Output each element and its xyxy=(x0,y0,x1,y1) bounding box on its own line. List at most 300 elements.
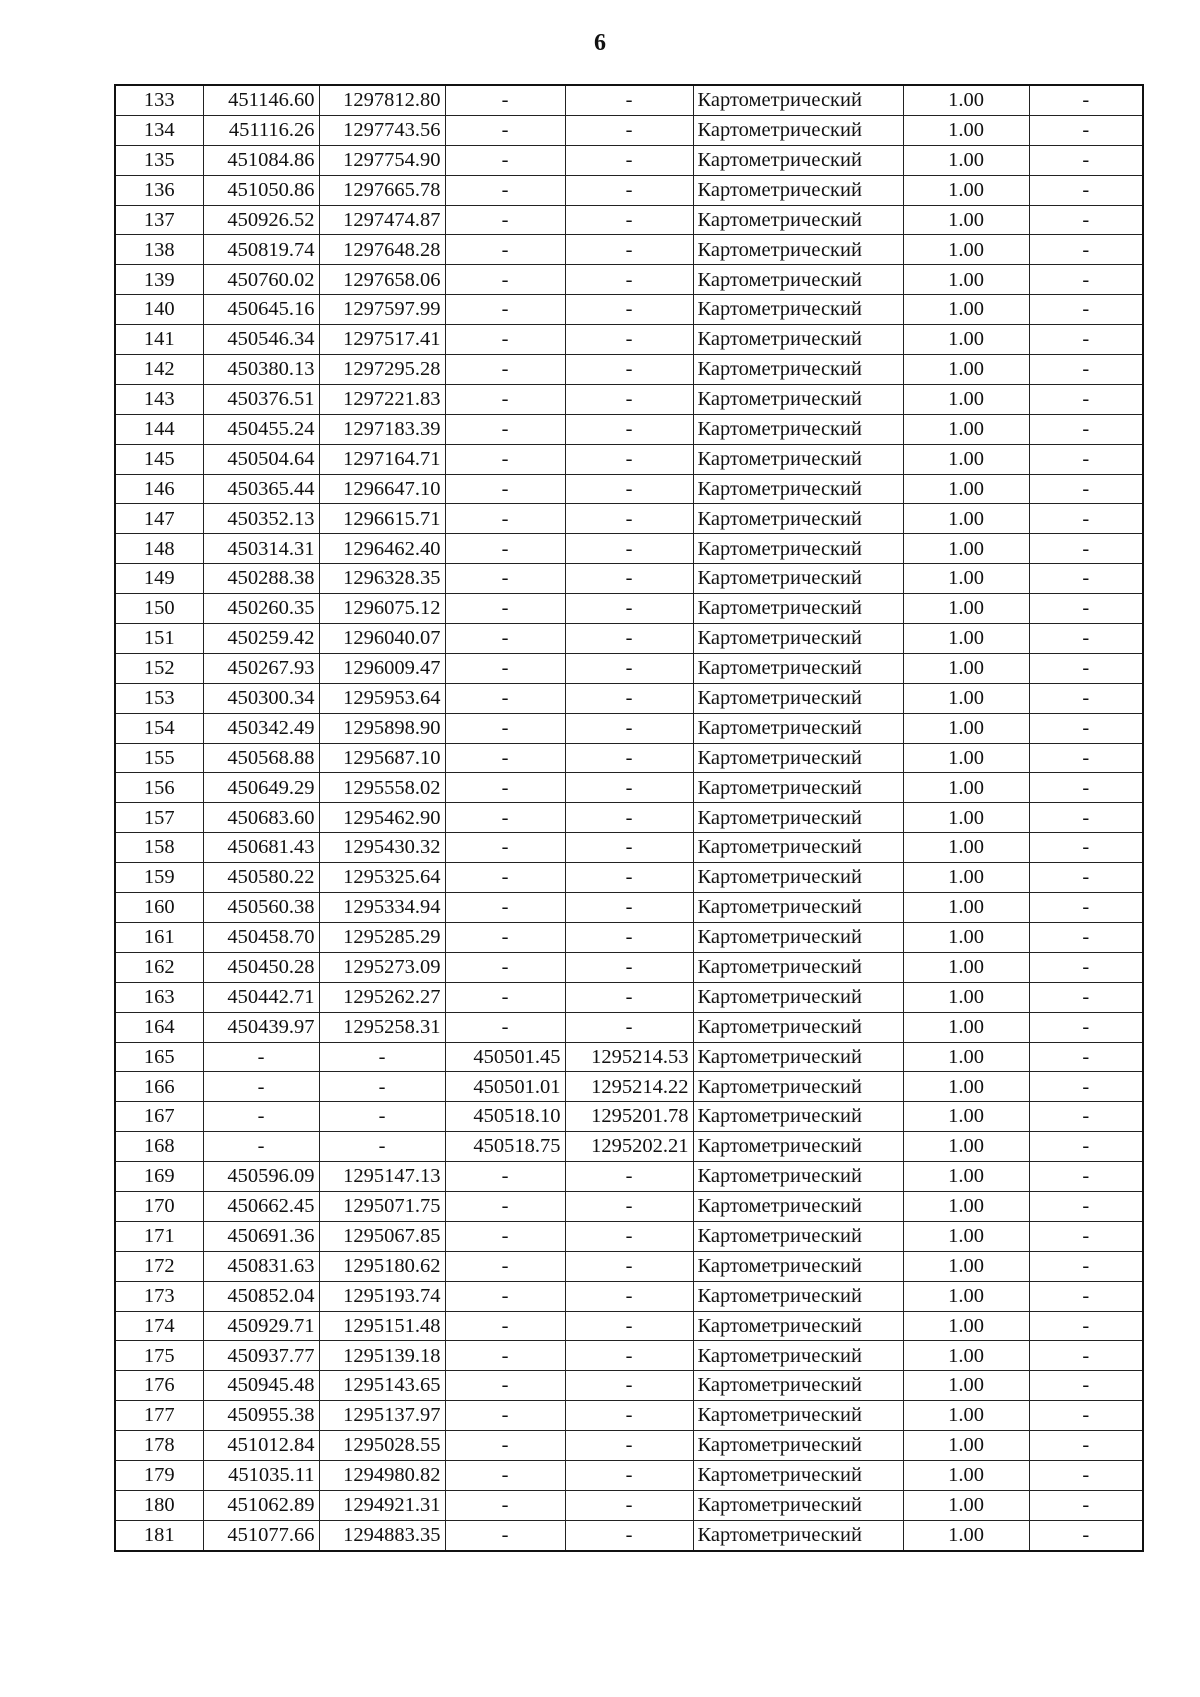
y-new-cell: - xyxy=(565,713,693,743)
x-new-cell: - xyxy=(445,444,565,474)
table-row xyxy=(115,265,1143,295)
y-new-cell: - xyxy=(565,564,693,594)
y-new-cell: 1295202.21 xyxy=(565,1132,693,1162)
description-cell: - xyxy=(1029,1191,1143,1221)
description-cell: - xyxy=(1029,1371,1143,1401)
method-cell: Картометрический xyxy=(693,1401,903,1431)
method-cell: Картометрический xyxy=(693,325,903,355)
accuracy-cell: 1.00 xyxy=(903,504,1029,534)
x-existing-cell: 450352.13 xyxy=(203,504,319,534)
table-row xyxy=(115,1072,1143,1102)
table-row xyxy=(115,833,1143,863)
x-new-cell: 450501.45 xyxy=(445,1042,565,1072)
x-existing-cell: 450681.43 xyxy=(203,833,319,863)
y-new-cell: - xyxy=(565,265,693,295)
x-new-cell: - xyxy=(445,504,565,534)
x-new-cell: - xyxy=(445,863,565,893)
table-row xyxy=(115,564,1143,594)
table-row xyxy=(115,474,1143,504)
description-cell: - xyxy=(1029,145,1143,175)
point-number-cell: 159 xyxy=(115,863,203,893)
coordinates-table xyxy=(114,84,1144,1552)
accuracy-cell: 1.00 xyxy=(903,1520,1029,1550)
point-number-cell: 155 xyxy=(115,743,203,773)
description-cell: - xyxy=(1029,325,1143,355)
x-existing-cell: 450300.34 xyxy=(203,683,319,713)
point-number-cell: 181 xyxy=(115,1520,203,1550)
point-number-cell: 178 xyxy=(115,1431,203,1461)
table-row xyxy=(115,624,1143,654)
y-existing-cell: 1296462.40 xyxy=(319,534,445,564)
point-number-cell: 165 xyxy=(115,1042,203,1072)
y-existing-cell: 1297517.41 xyxy=(319,325,445,355)
point-number-cell: 140 xyxy=(115,295,203,325)
accuracy-cell: 1.00 xyxy=(903,414,1029,444)
x-existing-cell: 450365.44 xyxy=(203,474,319,504)
point-number-cell: 172 xyxy=(115,1251,203,1281)
method-cell: Картометрический xyxy=(693,952,903,982)
point-number-cell: 174 xyxy=(115,1311,203,1341)
y-new-cell: - xyxy=(565,1162,693,1192)
point-number-cell: 171 xyxy=(115,1221,203,1251)
table-row xyxy=(115,1431,1143,1461)
y-new-cell: - xyxy=(565,414,693,444)
table-row xyxy=(115,1191,1143,1221)
description-cell: - xyxy=(1029,384,1143,414)
point-number-cell: 139 xyxy=(115,265,203,295)
x-new-cell: - xyxy=(445,713,565,743)
point-number-cell: 163 xyxy=(115,982,203,1012)
x-existing-cell: 450450.28 xyxy=(203,952,319,982)
y-new-cell: - xyxy=(565,1520,693,1550)
table-row xyxy=(115,1251,1143,1281)
y-existing-cell: 1297221.83 xyxy=(319,384,445,414)
x-existing-cell: 450314.31 xyxy=(203,534,319,564)
y-new-cell: - xyxy=(565,474,693,504)
method-cell: Картометрический xyxy=(693,295,903,325)
accuracy-cell: 1.00 xyxy=(903,1042,1029,1072)
table-row xyxy=(115,534,1143,564)
accuracy-cell: 1.00 xyxy=(903,713,1029,743)
x-new-cell: - xyxy=(445,893,565,923)
accuracy-cell: 1.00 xyxy=(903,1221,1029,1251)
description-cell: - xyxy=(1029,295,1143,325)
method-cell: Картометрический xyxy=(693,1460,903,1490)
y-existing-cell: 1295139.18 xyxy=(319,1341,445,1371)
accuracy-cell: 1.00 xyxy=(903,355,1029,385)
x-existing-cell: 450649.29 xyxy=(203,773,319,803)
description-cell: - xyxy=(1029,1042,1143,1072)
x-new-cell: - xyxy=(445,1191,565,1221)
description-cell: - xyxy=(1029,1162,1143,1192)
point-number-cell: 175 xyxy=(115,1341,203,1371)
point-number-cell: 176 xyxy=(115,1371,203,1401)
x-existing-cell: 451116.26 xyxy=(203,115,319,145)
x-existing-cell: - xyxy=(203,1132,319,1162)
table-row xyxy=(115,1371,1143,1401)
point-number-cell: 138 xyxy=(115,235,203,265)
point-number-cell: 153 xyxy=(115,683,203,713)
x-new-cell: - xyxy=(445,115,565,145)
accuracy-cell: 1.00 xyxy=(903,1102,1029,1132)
table-row xyxy=(115,683,1143,713)
x-existing-cell: 451035.11 xyxy=(203,1460,319,1490)
y-new-cell: - xyxy=(565,683,693,713)
y-new-cell: 1295214.22 xyxy=(565,1072,693,1102)
x-new-cell: - xyxy=(445,653,565,683)
y-existing-cell: 1295258.31 xyxy=(319,1012,445,1042)
accuracy-cell: 1.00 xyxy=(903,653,1029,683)
description-cell: - xyxy=(1029,863,1143,893)
x-existing-cell: - xyxy=(203,1102,319,1132)
description-cell: - xyxy=(1029,205,1143,235)
x-new-cell: - xyxy=(445,145,565,175)
x-existing-cell: 450662.45 xyxy=(203,1191,319,1221)
x-existing-cell: 450691.36 xyxy=(203,1221,319,1251)
description-cell: - xyxy=(1029,952,1143,982)
y-existing-cell: 1295558.02 xyxy=(319,773,445,803)
table-row xyxy=(115,115,1143,145)
accuracy-cell: 1.00 xyxy=(903,922,1029,952)
x-existing-cell: 450288.38 xyxy=(203,564,319,594)
accuracy-cell: 1.00 xyxy=(903,1401,1029,1431)
x-existing-cell: 450831.63 xyxy=(203,1251,319,1281)
x-existing-cell: 450342.49 xyxy=(203,713,319,743)
x-existing-cell: 450926.52 xyxy=(203,205,319,235)
x-existing-cell: 450380.13 xyxy=(203,355,319,385)
y-new-cell: - xyxy=(565,1311,693,1341)
table-row xyxy=(115,1012,1143,1042)
y-existing-cell: 1295953.64 xyxy=(319,683,445,713)
method-cell: Картометрический xyxy=(693,833,903,863)
y-existing-cell: 1294883.35 xyxy=(319,1520,445,1550)
description-cell: - xyxy=(1029,474,1143,504)
x-new-cell: - xyxy=(445,1012,565,1042)
accuracy-cell: 1.00 xyxy=(903,1431,1029,1461)
y-existing-cell: 1297648.28 xyxy=(319,235,445,265)
method-cell: Картометрический xyxy=(693,175,903,205)
y-existing-cell: 1295028.55 xyxy=(319,1431,445,1461)
x-new-cell: - xyxy=(445,952,565,982)
description-cell: - xyxy=(1029,1072,1143,1102)
method-cell: Картометрический xyxy=(693,564,903,594)
point-number-cell: 137 xyxy=(115,205,203,235)
accuracy-cell: 1.00 xyxy=(903,1072,1029,1102)
accuracy-cell: 1.00 xyxy=(903,1191,1029,1221)
x-existing-cell: - xyxy=(203,1072,319,1102)
method-cell: Картометрический xyxy=(693,594,903,624)
description-cell: - xyxy=(1029,594,1143,624)
y-existing-cell: 1295143.65 xyxy=(319,1371,445,1401)
accuracy-cell: 1.00 xyxy=(903,594,1029,624)
y-existing-cell: 1297665.78 xyxy=(319,175,445,205)
y-existing-cell: 1295137.97 xyxy=(319,1401,445,1431)
x-existing-cell: 450455.24 xyxy=(203,414,319,444)
accuracy-cell: 1.00 xyxy=(903,1341,1029,1371)
x-existing-cell: 450760.02 xyxy=(203,265,319,295)
y-new-cell: 1295214.53 xyxy=(565,1042,693,1072)
y-new-cell: - xyxy=(565,1281,693,1311)
method-cell: Картометрический xyxy=(693,1251,903,1281)
method-cell: Картометрический xyxy=(693,355,903,385)
table-row xyxy=(115,1132,1143,1162)
method-cell: Картометрический xyxy=(693,863,903,893)
point-number-cell: 149 xyxy=(115,564,203,594)
y-existing-cell: 1295285.29 xyxy=(319,922,445,952)
point-number-cell: 169 xyxy=(115,1162,203,1192)
point-number-cell: 148 xyxy=(115,534,203,564)
table-row xyxy=(115,355,1143,385)
description-cell: - xyxy=(1029,1311,1143,1341)
x-new-cell: 450501.01 xyxy=(445,1072,565,1102)
y-existing-cell: 1295325.64 xyxy=(319,863,445,893)
y-new-cell: - xyxy=(565,773,693,803)
x-new-cell: - xyxy=(445,384,565,414)
method-cell: Картометрический xyxy=(693,235,903,265)
x-new-cell: - xyxy=(445,414,565,444)
y-new-cell: - xyxy=(565,743,693,773)
y-new-cell: - xyxy=(565,1251,693,1281)
x-new-cell: - xyxy=(445,534,565,564)
table-row xyxy=(115,444,1143,474)
y-new-cell: - xyxy=(565,175,693,205)
description-cell: - xyxy=(1029,414,1143,444)
y-new-cell: - xyxy=(565,325,693,355)
method-cell: Картометрический xyxy=(693,205,903,235)
description-cell: - xyxy=(1029,1132,1143,1162)
method-cell: Картометрический xyxy=(693,1431,903,1461)
table-row xyxy=(115,414,1143,444)
x-new-cell: - xyxy=(445,743,565,773)
y-new-cell: - xyxy=(565,1401,693,1431)
method-cell: Картометрический xyxy=(693,653,903,683)
description-cell: - xyxy=(1029,1281,1143,1311)
y-existing-cell: 1297164.71 xyxy=(319,444,445,474)
y-existing-cell: 1295151.48 xyxy=(319,1311,445,1341)
accuracy-cell: 1.00 xyxy=(903,205,1029,235)
method-cell: Картометрический xyxy=(693,1490,903,1520)
accuracy-cell: 1.00 xyxy=(903,1012,1029,1042)
x-new-cell: - xyxy=(445,683,565,713)
method-cell: Картометрический xyxy=(693,683,903,713)
accuracy-cell: 1.00 xyxy=(903,474,1029,504)
y-new-cell: - xyxy=(565,235,693,265)
accuracy-cell: 1.00 xyxy=(903,1251,1029,1281)
x-new-cell: - xyxy=(445,922,565,952)
description-cell: - xyxy=(1029,265,1143,295)
table-row xyxy=(115,1102,1143,1132)
method-cell: Картометрический xyxy=(693,1281,903,1311)
table-row xyxy=(115,1341,1143,1371)
point-number-cell: 168 xyxy=(115,1132,203,1162)
point-number-cell: 161 xyxy=(115,922,203,952)
y-new-cell: - xyxy=(565,1221,693,1251)
point-number-cell: 147 xyxy=(115,504,203,534)
accuracy-cell: 1.00 xyxy=(903,803,1029,833)
y-existing-cell: 1297658.06 xyxy=(319,265,445,295)
description-cell: - xyxy=(1029,1221,1143,1251)
y-existing-cell: 1295430.32 xyxy=(319,833,445,863)
description-cell: - xyxy=(1029,653,1143,683)
table-row xyxy=(115,1311,1143,1341)
point-number-cell: 143 xyxy=(115,384,203,414)
point-number-cell: 145 xyxy=(115,444,203,474)
table-row xyxy=(115,504,1143,534)
y-existing-cell: 1295898.90 xyxy=(319,713,445,743)
table-row xyxy=(115,713,1143,743)
y-new-cell: - xyxy=(565,863,693,893)
method-cell: Картометрический xyxy=(693,624,903,654)
x-new-cell: - xyxy=(445,624,565,654)
x-new-cell: - xyxy=(445,175,565,205)
method-cell: Картометрический xyxy=(693,1102,903,1132)
description-cell: - xyxy=(1029,803,1143,833)
point-number-cell: 180 xyxy=(115,1490,203,1520)
x-existing-cell: 450267.93 xyxy=(203,653,319,683)
y-existing-cell: - xyxy=(319,1072,445,1102)
point-number-cell: 177 xyxy=(115,1401,203,1431)
x-new-cell: - xyxy=(445,205,565,235)
x-existing-cell: 450546.34 xyxy=(203,325,319,355)
x-existing-cell: 450596.09 xyxy=(203,1162,319,1192)
x-existing-cell: 451012.84 xyxy=(203,1431,319,1461)
accuracy-cell: 1.00 xyxy=(903,534,1029,564)
point-number-cell: 167 xyxy=(115,1102,203,1132)
accuracy-cell: 1.00 xyxy=(903,893,1029,923)
y-existing-cell: 1295334.94 xyxy=(319,893,445,923)
y-existing-cell: 1295071.75 xyxy=(319,1191,445,1221)
table-row xyxy=(115,295,1143,325)
method-cell: Картометрический xyxy=(693,265,903,295)
x-new-cell: - xyxy=(445,1162,565,1192)
table-row xyxy=(115,1281,1143,1311)
point-number-cell: 170 xyxy=(115,1191,203,1221)
point-number-cell: 141 xyxy=(115,325,203,355)
x-new-cell: - xyxy=(445,594,565,624)
method-cell: Картометрический xyxy=(693,145,903,175)
x-new-cell: - xyxy=(445,564,565,594)
method-cell: Картометрический xyxy=(693,922,903,952)
accuracy-cell: 1.00 xyxy=(903,85,1029,115)
method-cell: Картометрический xyxy=(693,1162,903,1192)
description-cell: - xyxy=(1029,175,1143,205)
y-existing-cell: 1296075.12 xyxy=(319,594,445,624)
accuracy-cell: 1.00 xyxy=(903,833,1029,863)
y-existing-cell: - xyxy=(319,1132,445,1162)
y-new-cell: - xyxy=(565,1341,693,1371)
description-cell: - xyxy=(1029,893,1143,923)
method-cell: Картометрический xyxy=(693,1341,903,1371)
x-new-cell: - xyxy=(445,982,565,1012)
accuracy-cell: 1.00 xyxy=(903,175,1029,205)
y-new-cell: - xyxy=(565,444,693,474)
table-row xyxy=(115,1162,1143,1192)
y-new-cell: - xyxy=(565,952,693,982)
method-cell: Картометрический xyxy=(693,504,903,534)
method-cell: Картометрический xyxy=(693,893,903,923)
y-existing-cell: 1294980.82 xyxy=(319,1460,445,1490)
table-row xyxy=(115,982,1143,1012)
x-new-cell: - xyxy=(445,1251,565,1281)
y-existing-cell: 1296647.10 xyxy=(319,474,445,504)
x-existing-cell: 450260.35 xyxy=(203,594,319,624)
method-cell: Картометрический xyxy=(693,115,903,145)
description-cell: - xyxy=(1029,235,1143,265)
table-row xyxy=(115,175,1143,205)
method-cell: Картометрический xyxy=(693,1012,903,1042)
y-existing-cell: 1297183.39 xyxy=(319,414,445,444)
description-cell: - xyxy=(1029,444,1143,474)
x-new-cell: - xyxy=(445,325,565,355)
x-new-cell: - xyxy=(445,1520,565,1550)
accuracy-cell: 1.00 xyxy=(903,115,1029,145)
point-number-cell: 173 xyxy=(115,1281,203,1311)
table-row xyxy=(115,1490,1143,1520)
x-existing-cell: 450852.04 xyxy=(203,1281,319,1311)
method-cell: Картометрический xyxy=(693,474,903,504)
accuracy-cell: 1.00 xyxy=(903,384,1029,414)
x-existing-cell: 450645.16 xyxy=(203,295,319,325)
table-row xyxy=(115,85,1143,115)
point-number-cell: 157 xyxy=(115,803,203,833)
y-existing-cell: - xyxy=(319,1042,445,1072)
x-existing-cell: 450819.74 xyxy=(203,235,319,265)
method-cell: Картометрический xyxy=(693,1311,903,1341)
page-number: 6 xyxy=(594,30,606,56)
accuracy-cell: 1.00 xyxy=(903,145,1029,175)
point-number-cell: 136 xyxy=(115,175,203,205)
accuracy-cell: 1.00 xyxy=(903,325,1029,355)
point-number-cell: 154 xyxy=(115,713,203,743)
description-cell: - xyxy=(1029,683,1143,713)
accuracy-cell: 1.00 xyxy=(903,1311,1029,1341)
description-cell: - xyxy=(1029,534,1143,564)
x-existing-cell: 451062.89 xyxy=(203,1490,319,1520)
y-existing-cell: - xyxy=(319,1102,445,1132)
y-new-cell: - xyxy=(565,594,693,624)
x-new-cell: - xyxy=(445,1401,565,1431)
method-cell: Картометрический xyxy=(693,1132,903,1162)
point-number-cell: 146 xyxy=(115,474,203,504)
y-new-cell: - xyxy=(565,1012,693,1042)
accuracy-cell: 1.00 xyxy=(903,1460,1029,1490)
y-existing-cell: 1295262.27 xyxy=(319,982,445,1012)
method-cell: Картометрический xyxy=(693,1221,903,1251)
accuracy-cell: 1.00 xyxy=(903,1371,1029,1401)
x-new-cell: - xyxy=(445,355,565,385)
y-existing-cell: 1297474.87 xyxy=(319,205,445,235)
accuracy-cell: 1.00 xyxy=(903,1281,1029,1311)
x-new-cell: 450518.75 xyxy=(445,1132,565,1162)
y-new-cell: - xyxy=(565,653,693,683)
point-number-cell: 164 xyxy=(115,1012,203,1042)
y-new-cell: - xyxy=(565,1460,693,1490)
method-cell: Картометрический xyxy=(693,414,903,444)
accuracy-cell: 1.00 xyxy=(903,1132,1029,1162)
y-new-cell: - xyxy=(565,893,693,923)
y-existing-cell: 1294921.31 xyxy=(319,1490,445,1520)
x-existing-cell: 450439.97 xyxy=(203,1012,319,1042)
description-cell: - xyxy=(1029,1251,1143,1281)
accuracy-cell: 1.00 xyxy=(903,982,1029,1012)
accuracy-cell: 1.00 xyxy=(903,1490,1029,1520)
point-number-cell: 134 xyxy=(115,115,203,145)
x-new-cell: - xyxy=(445,1460,565,1490)
x-existing-cell: 450580.22 xyxy=(203,863,319,893)
y-existing-cell: 1295067.85 xyxy=(319,1221,445,1251)
method-cell: Картометрический xyxy=(693,1072,903,1102)
x-new-cell: - xyxy=(445,265,565,295)
